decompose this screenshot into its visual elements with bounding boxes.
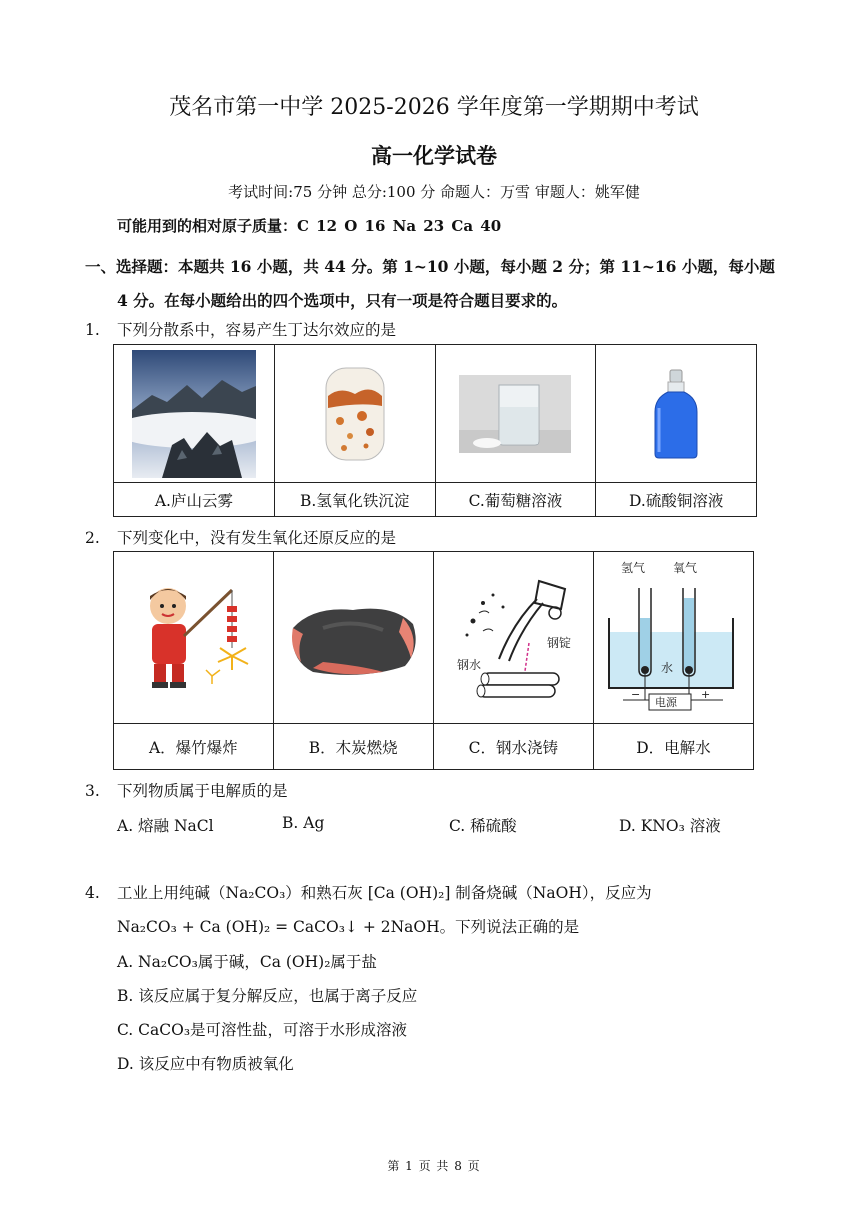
copper-sulfate-bottle-image — [651, 368, 701, 460]
water-electrolysis-image — [603, 558, 743, 718]
question-2-number: 2. — [85, 529, 100, 547]
q2-option-c: C．钢水浇铸 — [433, 724, 593, 770]
section-1-instructions — [85, 250, 790, 318]
question-3-stem — [85, 779, 288, 801]
q4-option-c: C. CaCO₃是可溶性盐，可溶于水形成溶液 — [117, 1021, 408, 1039]
q2-option-d: D．电解水 — [593, 724, 753, 770]
question-1-stem — [85, 318, 396, 340]
q1-option-a: A.庐山云雾 — [114, 483, 275, 517]
question-1-number: 1. — [85, 321, 100, 339]
question-4-number: 4. — [85, 884, 100, 902]
q1-image-c-cell — [435, 345, 596, 483]
mountain-fog-image — [132, 350, 256, 478]
charcoal-burning-image — [283, 588, 423, 688]
q3-option-c: C. 稀硫酸 — [449, 817, 517, 835]
q4-option-d: D. 该反应中有物质被氧化 — [117, 1055, 294, 1073]
hydrogen-label: 氢气 — [621, 560, 646, 575]
power-supply-label: 电源 — [655, 695, 678, 709]
steel-ingot-label: 钢锭 — [547, 635, 572, 650]
firecracker-boy-image — [128, 578, 258, 698]
q4-option-b: B. 该反应属于复分解反应，也属于离子反应 — [117, 987, 418, 1005]
q3-option-a: A. 熔融 NaCl — [117, 817, 214, 835]
q1-image-d-cell — [596, 345, 757, 483]
section-1-line-2: 4 分。在每小题给出的四个选项中，只有一项是符合题目要求的。 — [117, 291, 568, 310]
q2-image-c-cell — [433, 552, 593, 724]
section-1-line-1: 一、选择题：本题共 16 小题，共 44 分。第 1~10 小题，每小题 2 分；第 11~16 小题，每小题 — [85, 257, 775, 276]
atomic-masses: 可能用到的相对原子质量：C 12 O 16 Na 23 Ca 40 — [117, 217, 502, 235]
question-2-table — [113, 551, 754, 770]
q1-image-a-cell — [114, 345, 275, 483]
q1-option-b: B.氢氧化铁沉淀 — [274, 483, 435, 517]
question-1-table — [113, 344, 757, 517]
q1-image-b-cell — [274, 345, 435, 483]
question-4-text-1: 工业上用纯碱（Na₂CO₃）和熟石灰 [Ca (OH)₂] 制备烧碱（NaOH），反应为 — [117, 884, 652, 902]
minus-label: − — [631, 687, 641, 701]
q1-option-d: D.硫酸铜溶液 — [596, 483, 757, 517]
exam-subtitle: 高一化学试卷 — [371, 143, 497, 168]
question-3-text: 下列物质属于电解质的是 — [117, 782, 288, 800]
q3-option-d: D. KNO₃ 溶液 — [619, 817, 721, 835]
exam-meta: 考试时间:75 分钟 总分:100 分 命题人：万雪 审题人：姚军健 — [228, 183, 640, 201]
question-4-stem — [85, 881, 652, 903]
water-label: 水 — [661, 660, 674, 675]
q2-image-b-cell — [273, 552, 433, 724]
iron-hydroxide-tube-image — [320, 366, 390, 462]
q2-image-d-cell — [593, 552, 753, 724]
glucose-beaker-image — [459, 375, 571, 453]
molten-steel-label: 钢水 — [457, 657, 482, 672]
molten-steel-pouring-image — [443, 573, 583, 703]
q3-option-b: B. Ag — [282, 814, 325, 832]
oxygen-label: 氧气 — [673, 560, 698, 575]
q2-option-a: A．爆竹爆炸 — [114, 724, 274, 770]
question-2-text: 下列变化中，没有发生氧化还原反应的是 — [117, 529, 397, 547]
q4-option-a: A. Na₂CO₃属于碱，Ca (OH)₂属于盐 — [117, 953, 377, 971]
question-2-stem — [85, 526, 396, 548]
q2-image-a-cell — [114, 552, 274, 724]
question-3-number: 3. — [85, 782, 100, 800]
page-footer: 第 1 页 共 8 页 — [387, 1159, 481, 1173]
q1-option-c: C.葡萄糖溶液 — [435, 483, 596, 517]
exam-title: 茂名市第一中学 2025-2026 学年度第一学期期中考试 — [169, 95, 699, 120]
question-4-text-2: Na₂CO₃ + Ca (OH)₂ = CaCO₃↓ + 2NaOH。下列说法正确的是 — [117, 918, 580, 936]
q2-option-b: B．木炭燃烧 — [273, 724, 433, 770]
question-1-text: 下列分散系中，容易产生丁达尔效应的是 — [117, 321, 397, 339]
plus-label: + — [701, 687, 711, 701]
